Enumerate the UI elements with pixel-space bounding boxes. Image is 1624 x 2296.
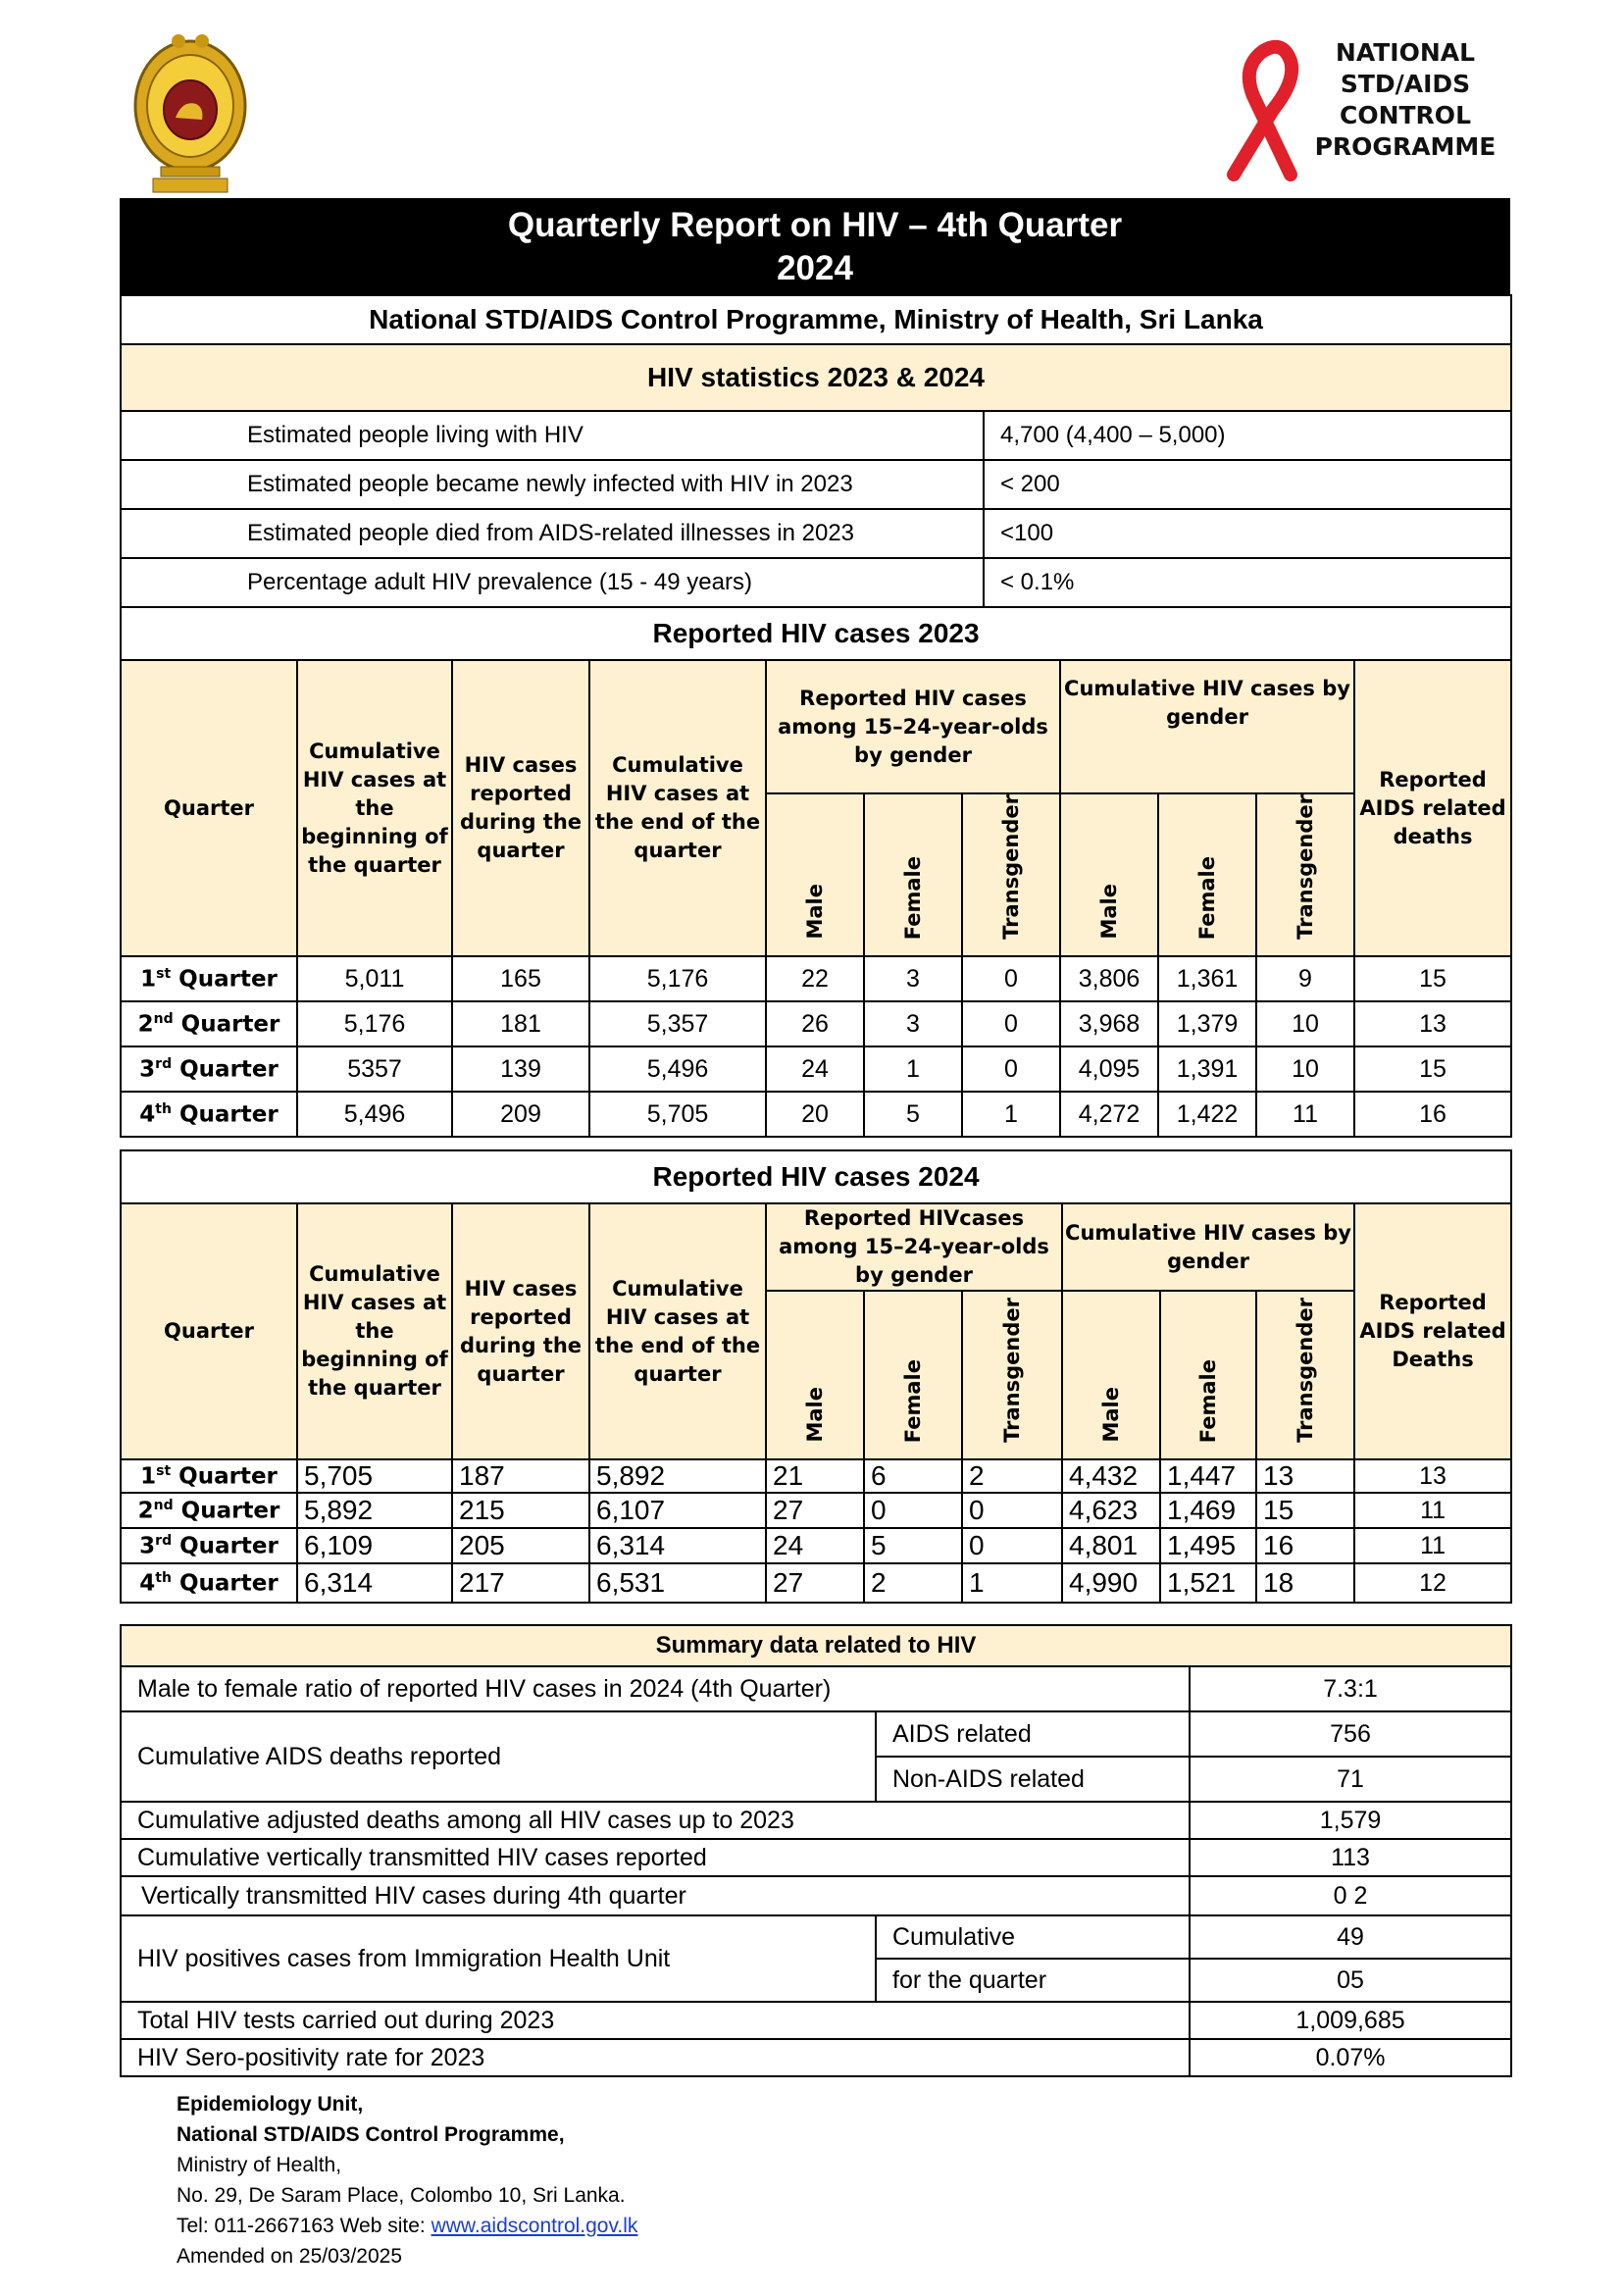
cell-begin: 6,314 [297,1563,452,1603]
cell-ct: 9 [1256,956,1354,1001]
cell-rep: 181 [452,1001,589,1046]
cell-yf: 5 [864,1528,962,1563]
cell-cm: 3,968 [1060,1001,1158,1046]
cell-begin: 5,705 [297,1459,452,1493]
cell-cm: 4,990 [1062,1563,1160,1603]
cell-yf: 1 [864,1046,962,1092]
cell-end: 6,107 [589,1493,766,1528]
cell-yt: 0 [962,1001,1060,1046]
col-deaths: Reported AIDS related Deaths [1354,1203,1511,1459]
cell-rep: 209 [452,1092,589,1137]
cell-begin: 5357 [297,1046,452,1092]
stat-value: <100 [984,509,1511,558]
stat-label: Estimated people died from AIDS-related illnesses in 2023 [121,509,984,558]
cell-begin: 5,892 [297,1493,452,1528]
summary-value: 113 [1190,1839,1511,1876]
summary-value: 05 [1190,1959,1511,2002]
cell-d: 11 [1354,1528,1511,1563]
cell-ym: 27 [766,1563,864,1603]
stat-value: < 200 [984,460,1511,509]
stat-label: Percentage adult HIV prevalence (15 - 49 years) [121,558,984,607]
col-female: Female [901,855,925,940]
cell-rep: 139 [452,1046,589,1092]
cell-cm: 3,806 [1060,956,1158,1001]
summary-sublabel: Non-AIDS related [876,1757,1190,1802]
cell-ym: 20 [766,1092,864,1137]
summary-value: 1,009,685 [1190,2002,1511,2039]
cell-rep: 165 [452,956,589,1001]
footer-contact [177,2211,637,2241]
stat-label: Estimated people living with HIV [121,411,984,460]
summary-label: Vertically transmitted HIV cases during 4th quarter [121,1876,1190,1915]
cell-rep: 215 [452,1493,589,1528]
cell-ct: 13 [1256,1459,1354,1493]
table-row [121,1092,1511,1137]
cell-yf: 3 [864,956,962,1001]
nsacp-logo [1214,37,1498,184]
cell-end: 5,357 [589,1001,766,1046]
table-row [121,1001,1511,1046]
col-youth: Reported HIV cases among 15–24-year-olds by gender [766,660,1060,793]
cell-cf: 1,422 [1158,1092,1256,1137]
report-title [120,198,1510,294]
cell-ym: 24 [766,1528,864,1563]
cases-2023-heading: Reported HIV cases 2023 [121,607,1511,660]
website-link[interactable]: www.aidscontrol.gov.lk [431,2215,638,2237]
title-line-2: 2024 [777,249,853,287]
quarter-label: 4th Quarter [121,1092,297,1137]
cell-d: 16 [1354,1092,1511,1137]
stat-label: Estimated people became newly infected with HIV in 2023 [121,460,984,509]
cell-end: 6,531 [589,1563,766,1603]
cell-cf: 1,447 [1160,1459,1256,1493]
quarter-label: 3rd Quarter [121,1528,297,1563]
col-cum-end: Cumulative HIV cases at the end of the quarter [589,660,766,956]
stats-heading: HIV statistics 2023 & 2024 [121,344,1511,411]
summary-label: HIV positives cases from Immigration Health Unit [121,1915,876,2002]
cell-cf: 1,469 [1160,1493,1256,1528]
summary-value: 49 [1190,1915,1511,1959]
cell-cm: 4,095 [1060,1046,1158,1092]
summary-value: 71 [1190,1757,1511,1802]
quarter-label: 4th Quarter [121,1563,297,1603]
summary-value: 1,579 [1190,1802,1511,1839]
cell-yt: 1 [962,1092,1060,1137]
summary-value: 0 2 [1190,1876,1511,1915]
cell-d: 13 [1354,1001,1511,1046]
stat-value: < 0.1% [984,558,1511,607]
cell-end: 5,496 [589,1046,766,1092]
cell-rep: 205 [452,1528,589,1563]
summary-label: Total HIV tests carried out during 2023 [121,2002,1190,2039]
footer-line: Epidemiology Unit, [177,2093,364,2116]
cell-rep: 217 [452,1563,589,1603]
cell-cf: 1,521 [1160,1563,1256,1603]
summary-label: HIV Sero-positivity rate for 2023 [121,2039,1190,2076]
col-cum-gender: Cumulative HIV cases by gender [1062,1203,1354,1291]
table-row [121,1563,1511,1603]
cell-ct: 11 [1256,1092,1354,1137]
cell-ym: 21 [766,1459,864,1493]
quarter-label: 3rd Quarter [121,1046,297,1092]
summary-heading: Summary data related to HIV [121,1625,1511,1666]
footer-amended: Amended on 25/03/2025 [177,2245,403,2268]
col-reported: HIV cases reported during the quarter [452,1203,589,1459]
table-row [121,1493,1511,1528]
col-male: Male [803,1387,827,1443]
col-deaths: Reported AIDS related deaths [1354,660,1511,956]
cases-2024-table [120,1149,1512,1604]
cell-cm: 4,272 [1060,1092,1158,1137]
col-transgender: Transgender [999,794,1023,940]
cell-cf: 1,361 [1158,956,1256,1001]
cell-yt: 1 [962,1563,1062,1603]
col-quarter: Quarter [121,660,297,956]
cell-ct: 18 [1256,1563,1354,1603]
cell-yf: 3 [864,1001,962,1046]
stats-table [120,294,1512,608]
cell-ct: 10 [1256,1001,1354,1046]
cell-end: 5,705 [589,1092,766,1137]
col-cum-begin: Cumulative HIV cases at the beginning of the quarter [297,660,452,956]
cell-cf: 1,379 [1158,1001,1256,1046]
cell-yf: 2 [864,1563,962,1603]
cell-ym: 24 [766,1046,864,1092]
cell-cm: 4,432 [1062,1459,1160,1493]
cell-rep: 187 [452,1459,589,1493]
cell-yt: 0 [962,956,1060,1001]
cell-d: 13 [1354,1459,1511,1493]
summary-table [120,1624,1512,2077]
summary-value: 7.3:1 [1190,1666,1511,1711]
footer-address [177,2089,637,2271]
cell-yt: 0 [962,1493,1062,1528]
cell-ct: 10 [1256,1046,1354,1092]
cell-ct: 16 [1256,1528,1354,1563]
cell-end: 6,314 [589,1528,766,1563]
stat-value: 4,700 (4,400 – 5,000) [984,411,1511,460]
summary-label: Male to female ratio of reported HIV cases in 2024 (4th Quarter) [121,1666,1190,1711]
red-ribbon-icon [1214,37,1322,184]
cell-d: 12 [1354,1563,1511,1603]
cell-ym: 26 [766,1001,864,1046]
cell-d: 15 [1354,956,1511,1001]
col-female: Female [901,1358,925,1443]
cell-yf: 5 [864,1092,962,1137]
cell-yf: 0 [864,1493,962,1528]
col-male: Male [803,884,827,940]
summary-sublabel: for the quarter [876,1959,1190,2002]
footer-line: No. 29, De Saram Place, Colombo 10, Sri Lanka. [177,2184,626,2207]
logo-text: NATIONAL STD/AIDS CONTROL PROGRAMME [1314,38,1497,161]
cell-cm: 4,623 [1062,1493,1160,1528]
cell-d: 15 [1354,1046,1511,1092]
col-cum-end: Cumulative HIV cases at the end of the quarter [589,1203,766,1459]
col-transgender: Transgender [1294,1298,1317,1443]
cell-yt: 0 [962,1528,1062,1563]
organization-name: National STD/AIDS Control Programme, Ministry of Health, Sri Lanka [121,295,1511,344]
cell-yt: 0 [962,1046,1060,1092]
col-female: Female [1195,855,1219,940]
col-cum-gender: Cumulative HIV cases by gender [1060,660,1354,793]
quarter-label: 1st Quarter [121,1459,297,1493]
cell-cf: 1,495 [1160,1528,1256,1563]
summary-label: Cumulative AIDS deaths reported [121,1711,876,1802]
col-quarter: Quarter [121,1203,297,1459]
summary-sublabel: Cumulative [876,1915,1190,1959]
cell-end: 5,176 [589,956,766,1001]
cell-end: 5,892 [589,1459,766,1493]
cell-begin: 5,011 [297,956,452,1001]
col-cum-begin: Cumulative HIV cases at the beginning of the quarter [297,1203,452,1459]
quarter-label: 2nd Quarter [121,1001,297,1046]
col-male: Male [1099,1387,1123,1443]
cell-ym: 27 [766,1493,864,1528]
footer-tel: Tel: 011-2667163 Web site: [177,2215,431,2237]
quarter-label: 1st Quarter [121,956,297,1001]
cell-begin: 5,496 [297,1092,452,1137]
footer-line: Ministry of Health, [177,2154,342,2176]
sri-lanka-emblem [131,31,249,198]
table-row [121,1528,1511,1563]
cell-yf: 6 [864,1459,962,1493]
summary-sublabel: AIDS related [876,1711,1190,1757]
summary-label: Cumulative vertically transmitted HIV cases reported [121,1839,1190,1876]
cases-2024-heading: Reported HIV cases 2024 [121,1150,1511,1203]
cell-cf: 1,391 [1158,1046,1256,1092]
table-row [121,1459,1511,1493]
cell-ym: 22 [766,956,864,1001]
summary-value: 756 [1190,1711,1511,1757]
cell-cm: 4,801 [1062,1528,1160,1563]
summary-value: 0.07% [1190,2039,1511,2076]
footer-line: National STD/AIDS Control Programme, [177,2123,565,2146]
table-row [121,1046,1511,1092]
title-line-1: Quarterly Report on HIV – 4th Quarter [507,206,1123,244]
summary-label: Cumulative adjusted deaths among all HIV cases up to 2023 [121,1802,1190,1839]
cell-ct: 15 [1256,1493,1354,1528]
col-female: Female [1196,1358,1220,1443]
cell-begin: 6,109 [297,1528,452,1563]
col-reported: HIV cases reported during the quarter [452,660,589,956]
col-youth: Reported HIVcases among 15–24-year-olds by gender [766,1203,1062,1291]
cell-begin: 5,176 [297,1001,452,1046]
cell-yt: 2 [962,1459,1062,1493]
quarter-label: 2nd Quarter [121,1493,297,1528]
col-male: Male [1097,884,1121,940]
cases-2023-table [120,606,1512,1138]
cell-d: 11 [1354,1493,1511,1528]
col-transgender: Transgender [1000,1298,1024,1443]
table-row [121,956,1511,1001]
col-transgender: Transgender [1294,794,1317,940]
